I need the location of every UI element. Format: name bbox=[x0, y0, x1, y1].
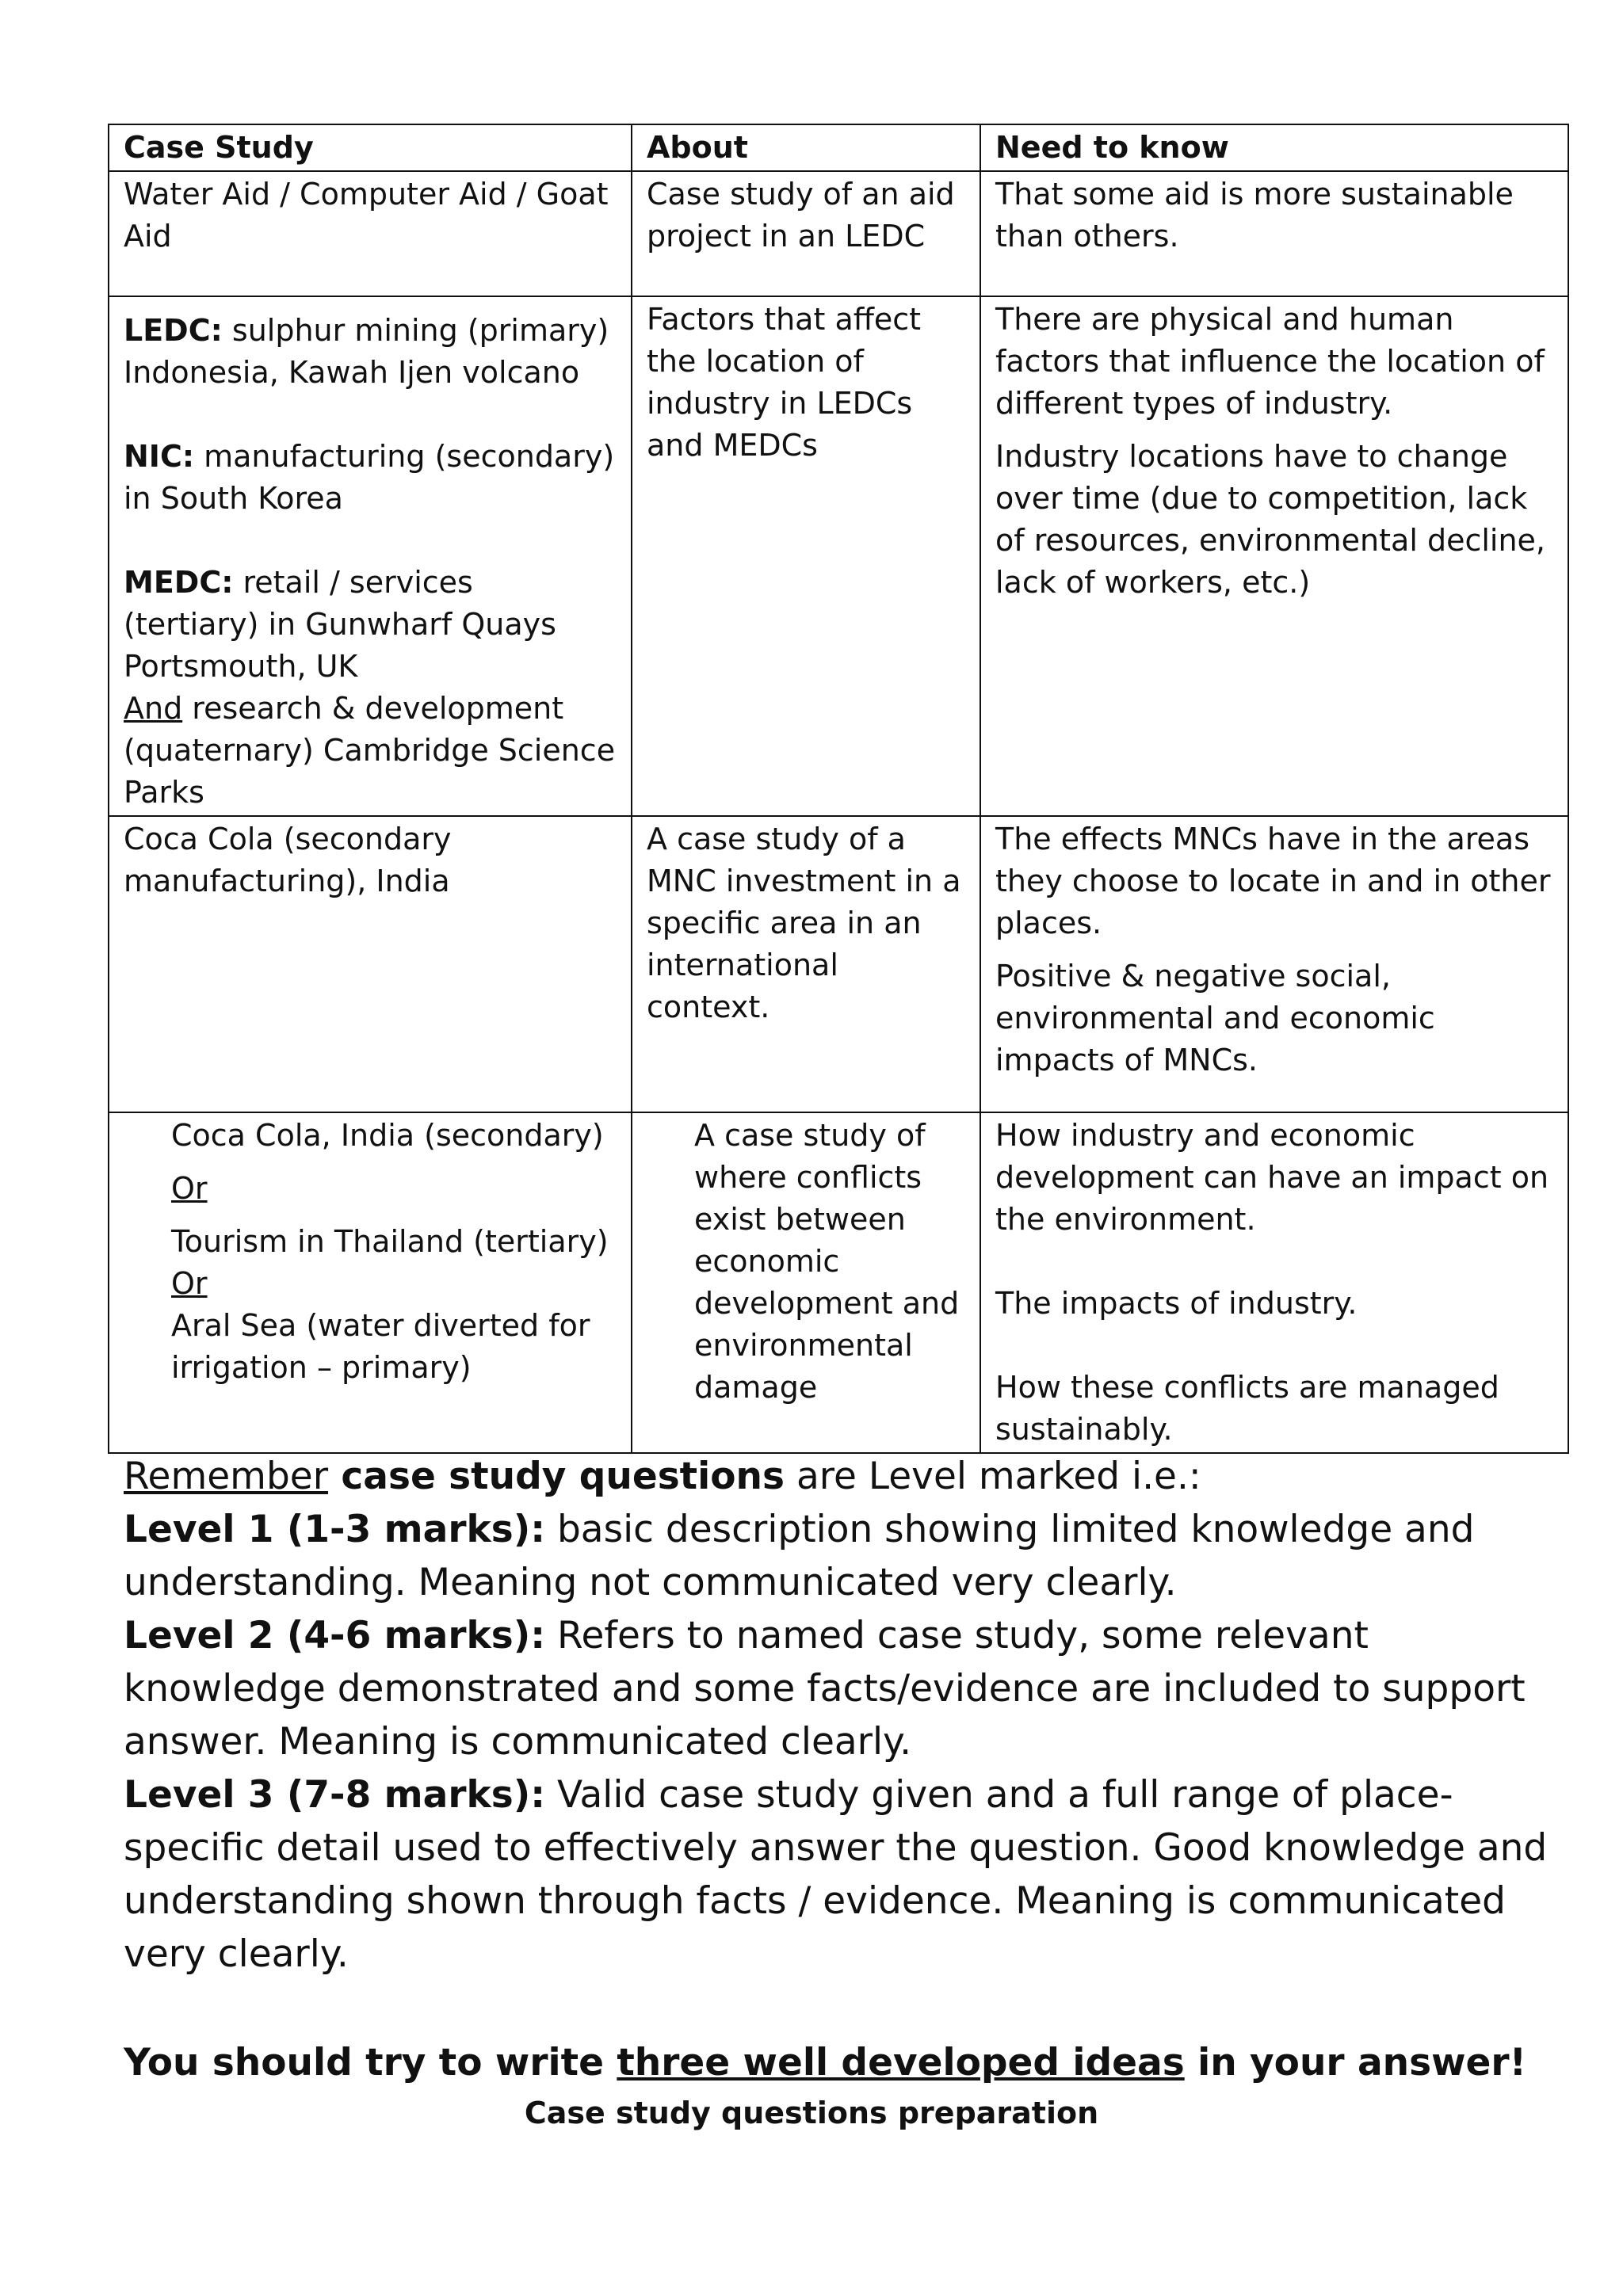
remember-word: Remember bbox=[124, 1455, 329, 1498]
medc-entry bbox=[124, 562, 617, 688]
cell-about: Factors that affect the location of industry in LEDCs and MEDCs bbox=[632, 296, 980, 816]
final-advice-end: in your answer! bbox=[1184, 2041, 1527, 2084]
cell-about: A case study of a MNC investment in a specific area in an international context. bbox=[632, 816, 980, 1112]
level-2-description bbox=[124, 1609, 1566, 1768]
medc-label: MEDC: bbox=[124, 565, 234, 600]
need-paragraph: The impacts of industry. bbox=[995, 1286, 1358, 1321]
table-row bbox=[109, 296, 1568, 816]
cell-about: Case study of an aid project in an LEDC bbox=[632, 171, 980, 296]
ledc-text: sulphur mining (primary) Indonesia, Kawah Ijen volcano bbox=[124, 313, 609, 390]
cell-need bbox=[980, 296, 1568, 816]
need-paragraph: How these conflicts are managed sustainably. bbox=[995, 1370, 1499, 1447]
ledc-entry bbox=[124, 299, 617, 394]
nic-text: manufacturing (secondary) in South Korea bbox=[124, 439, 615, 516]
level-1-label: Level 1 (1-3 marks): bbox=[124, 1508, 546, 1551]
header-about: About bbox=[632, 124, 980, 171]
header-case-study: Case Study bbox=[109, 124, 632, 171]
level-1-text: basic description showing limited knowledge and understanding. Meaning not communicated very clearly. bbox=[124, 1508, 1475, 1604]
level-1-description bbox=[124, 1503, 1566, 1609]
nic-entry bbox=[124, 436, 617, 520]
notes-intro-rest: are Level marked i.e.: bbox=[785, 1455, 1201, 1498]
case-option: Tourism in Thailand (tertiary) bbox=[171, 1224, 609, 1259]
about-text: A case study of where conflicts exist between economic development and environmental damage bbox=[694, 1118, 960, 1405]
and-label: And bbox=[124, 691, 183, 726]
cell-need: That some aid is more sustainable than others. bbox=[980, 171, 1568, 296]
table-header-row bbox=[109, 124, 1568, 171]
or-label: Or bbox=[171, 1266, 208, 1301]
need-paragraph: The effects MNCs have in the areas they choose to locate in and in other places. bbox=[995, 822, 1551, 940]
ledc-label: LEDC: bbox=[124, 313, 223, 348]
cell-case bbox=[109, 1112, 632, 1453]
need-paragraph: Industry locations have to change over time (due to competition, lack of resources, environmental decline, lack of workers, etc.) bbox=[995, 439, 1546, 600]
cell-about bbox=[632, 1112, 980, 1453]
marking-notes bbox=[124, 1450, 1566, 1981]
level-2-text: Refers to named case study, some relevant knowledge demonstrated and some facts/evidence are included to support answer. Meaning is communicated clearly. bbox=[124, 1614, 1526, 1764]
table-row bbox=[109, 816, 1568, 1112]
notes-intro bbox=[124, 1450, 1566, 1503]
level-3-description bbox=[124, 1768, 1566, 1981]
medc-text: retail / services (tertiary) in Gunwharf Quays Portsmouth, UK bbox=[124, 565, 556, 684]
case-option: Coca Cola, India (secondary) bbox=[171, 1118, 604, 1153]
level-2-label: Level 2 (4-6 marks): bbox=[124, 1614, 546, 1657]
need-paragraph: How industry and economic development can have an impact on the environment. bbox=[995, 1118, 1549, 1237]
cell-case: Coca Cola (secondary manufacturing), India bbox=[109, 816, 632, 1112]
table-row bbox=[109, 171, 1568, 296]
header-need-to-know: Need to know bbox=[980, 124, 1568, 171]
cell-need bbox=[980, 816, 1568, 1112]
cell-case bbox=[109, 296, 632, 816]
cell-case: Water Aid / Computer Aid / Goat Aid bbox=[109, 171, 632, 296]
case-option: Aral Sea (water diverted for irrigation – primary) bbox=[171, 1308, 590, 1385]
case-study-questions-phrase: case study questions bbox=[328, 1455, 785, 1498]
level-3-text: Valid case study given and a full range of place-specific detail used to effectively answer the question. Good knowledge and understanding shown through facts / evidence. Meaning is communicated very clearly. bbox=[124, 1773, 1548, 1976]
case-study-table bbox=[108, 124, 1569, 1454]
need-paragraph: Positive & negative social, environmental and economic impacts of MNCs. bbox=[995, 959, 1435, 1077]
final-advice-emphasis: three well developed ideas bbox=[617, 2041, 1185, 2084]
table-row bbox=[109, 1112, 1568, 1453]
need-paragraph: There are physical and human factors that influence the location of different types of industry. bbox=[995, 302, 1545, 421]
nic-label: NIC: bbox=[124, 439, 195, 474]
level-3-label: Level 3 (7-8 marks): bbox=[124, 1773, 546, 1817]
or-label: Or bbox=[171, 1171, 208, 1206]
cell-need bbox=[980, 1112, 1568, 1453]
final-advice bbox=[124, 2036, 1566, 2089]
and-entry bbox=[124, 688, 617, 814]
and-text: research & development (quaternary) Cambridge Science Parks bbox=[124, 691, 616, 810]
final-advice-start: You should try to write bbox=[124, 2041, 617, 2084]
page-footer: Case study questions preparation bbox=[524, 2096, 1099, 2130]
